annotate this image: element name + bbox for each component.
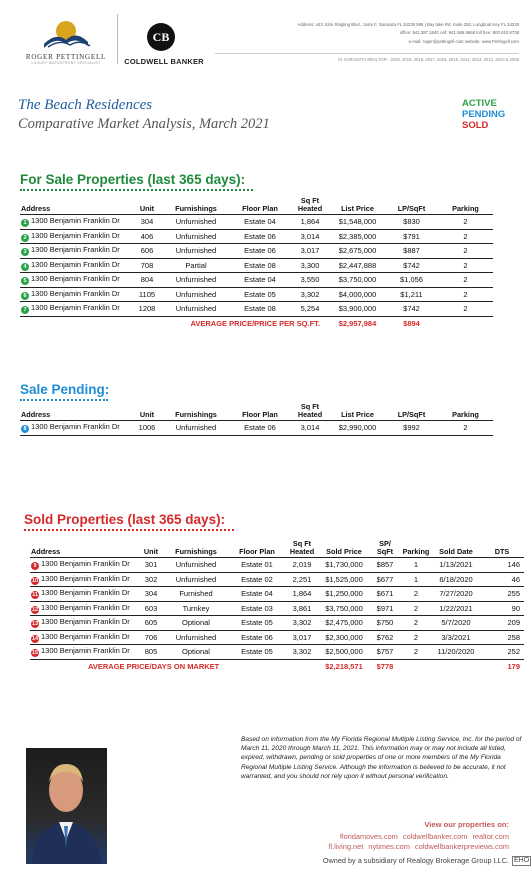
average-label: AVERAGE PRICE/PRICE PER SQ.FT. <box>190 319 320 328</box>
column-header: Parking <box>438 403 493 421</box>
property-title: The Beach Residences <box>18 97 153 113</box>
link-nytimes[interactable]: nytimes.com <box>368 842 410 851</box>
cell-unit: 805 <box>138 645 164 660</box>
listing-number-badge: 6 <box>21 292 29 300</box>
address-text: 1300 Benjamin Franklin Dr <box>31 245 120 255</box>
address-text: 1300 Benjamin Franklin Dr <box>31 216 120 226</box>
table-header-row <box>20 403 493 421</box>
cell-parking: 2 <box>400 601 432 616</box>
cell-address <box>30 645 138 660</box>
cell-ppsf: $887 <box>385 244 438 259</box>
cell-price: $1,730,000 <box>318 558 370 573</box>
cell-parking: 2 <box>438 258 493 273</box>
cell-plan: Estate 03 <box>228 601 286 616</box>
listing-number-badge: 5 <box>21 277 29 285</box>
property-links <box>241 832 509 852</box>
legend-sold: SOLD <box>462 120 489 131</box>
for-sale-underline <box>20 189 253 191</box>
cell-sqft: 3,550 <box>290 273 330 288</box>
column-header: LP/SqFt <box>385 197 438 215</box>
address-text: 1300 Benjamin Franklin Dr <box>41 559 130 569</box>
cell-ppsf: $762 <box>370 630 400 645</box>
cell-price: $3,900,000 <box>330 302 385 317</box>
cell-ppsf: $742 <box>385 302 438 317</box>
listing-number-badge: 3 <box>21 248 29 256</box>
table-row <box>20 215 493 230</box>
cell-ppsf: $757 <box>370 645 400 660</box>
listing-number-badge: 2 <box>21 234 29 242</box>
table-row <box>20 229 493 244</box>
cell-address <box>20 258 132 273</box>
cell-address <box>30 587 138 602</box>
header-contact <box>215 21 519 46</box>
cell-plan: Estate 06 <box>228 630 286 645</box>
column-header: Unit <box>138 540 164 558</box>
cell-plan: Estate 05 <box>228 645 286 660</box>
table-row <box>30 645 524 660</box>
average-ppsf: $894 <box>403 319 420 328</box>
cell-parking: 2 <box>438 215 493 230</box>
listing-number-badge: 7 <box>21 306 29 314</box>
column-header: Parking <box>400 540 432 558</box>
cell-plan: Estate 06 <box>230 421 290 436</box>
cell-plan: Estate 02 <box>228 572 286 587</box>
cell-dts: 46 <box>480 572 524 587</box>
listing-number-badge: 9 <box>31 562 39 570</box>
cell-price: $2,300,000 <box>318 630 370 645</box>
table-row <box>20 258 493 273</box>
cell-furnishings: Unfurnished <box>164 572 228 587</box>
cell-furnishings: Unfurnished <box>162 229 230 244</box>
cell-unit: 603 <box>138 601 164 616</box>
email-line: e-mail: roger@pettingell.com website: www.Pettingell.com <box>408 38 519 44</box>
address-text: 1300 Benjamin Franklin Dr <box>41 631 130 641</box>
cell-parking: 2 <box>438 273 493 288</box>
column-header: Sq Ft Heated <box>290 197 330 215</box>
cell-address <box>20 273 132 288</box>
cell-dts: 258 <box>480 630 524 645</box>
listing-number-badge: 11 <box>32 592 38 599</box>
column-header: LP/SqFt <box>385 403 438 421</box>
column-header: Address <box>30 540 138 558</box>
pending-underline <box>20 399 108 401</box>
listing-number-badge: 14 <box>31 635 39 642</box>
rp-tagline: LUXURY WATERFRONT SPECIALIST <box>31 61 101 65</box>
column-header: Sold Price <box>318 540 370 558</box>
report-title: Comparative Market Analysis, March 2021 <box>18 116 270 132</box>
cell-price: $2,475,000 <box>318 616 370 631</box>
cell-plan: Estate 05 <box>228 616 286 631</box>
cell-unit: 1208 <box>132 302 162 317</box>
cell-address <box>20 302 132 317</box>
cell-address <box>20 215 132 230</box>
cell-sqft: 3,302 <box>286 616 318 631</box>
link-fl-living[interactable]: fl.living.net <box>328 842 364 851</box>
cell-sqft: 3,014 <box>290 229 330 244</box>
view-properties-label: View our properties on: <box>424 820 509 829</box>
cell-parking: 1 <box>400 572 432 587</box>
cell-ppsf: $791 <box>385 229 438 244</box>
cell-plan: Estate 04 <box>230 273 290 288</box>
column-header: Furnishings <box>162 197 230 215</box>
cell-plan: Estate 08 <box>230 302 290 317</box>
table-row <box>30 572 524 587</box>
cell-dts: 209 <box>480 616 524 631</box>
cell-parking: 2 <box>400 630 432 645</box>
cell-ppsf: $750 <box>370 616 400 631</box>
cell-ppsf: $992 <box>385 421 438 436</box>
column-header: Address <box>20 403 132 421</box>
column-header: Sq Ft Heated <box>290 403 330 421</box>
status-legend <box>462 98 505 131</box>
column-header: Floor Plan <box>230 403 290 421</box>
column-header: Parking <box>438 197 493 215</box>
cell-parking: 2 <box>438 302 493 317</box>
address-text: 1300 Benjamin Franklin Dr <box>31 422 120 432</box>
listing-number-badge: 13 <box>31 621 39 628</box>
cell-plan: Estate 04 <box>228 587 286 602</box>
link-coldwellbanker[interactable]: coldwellbanker.com <box>402 832 468 841</box>
equal-housing-icon: EHO <box>514 857 530 864</box>
cell-unit: 606 <box>132 244 162 259</box>
cell-furnishings: Unfurnished <box>162 287 230 302</box>
sold-underline <box>24 529 234 531</box>
link-realtor[interactable]: realtor.com <box>472 832 509 841</box>
link-floridamoves[interactable]: floridamoves.com <box>339 832 398 841</box>
table-row <box>30 558 524 573</box>
average-ppsf: $778 <box>376 662 394 671</box>
average-label: AVERAGE PRICE/DAYS ON MARKET <box>88 662 220 671</box>
page-header <box>0 0 532 70</box>
cell-price: $1,525,000 <box>318 572 370 587</box>
listing-number-badge: 8 <box>21 425 29 433</box>
cell-furnishings: Optional <box>164 645 228 660</box>
address-text: 1300 Benjamin Franklin Dr <box>31 288 120 298</box>
cell-furnishings: Unfurnished <box>164 558 228 573</box>
cell-sqft: 3,017 <box>290 244 330 259</box>
cell-dts: 146 <box>480 558 524 573</box>
cell-unit: 304 <box>138 587 164 602</box>
cell-furnishings: Unfurnished <box>162 273 230 288</box>
cell-date: 1/13/2021 <box>432 558 480 573</box>
cell-price: $1,548,000 <box>330 215 385 230</box>
average-row <box>20 316 493 331</box>
phone-line: office: 941.387.1840 cell: 941.586.8668 toll free: 800.910.8738 <box>399 30 519 36</box>
cell-date: 6/18/2020 <box>432 572 480 587</box>
cell-price: $2,447,888 <box>330 258 385 273</box>
sold-heading: Sold Properties (last 365 days): <box>24 512 226 527</box>
cell-sqft: 5,254 <box>290 302 330 317</box>
cell-furnishings: Unfurnished <box>162 302 230 317</box>
cell-sqft: 3,300 <box>290 258 330 273</box>
cell-furnishings: Unfurnished <box>162 244 230 259</box>
cell-furnishings: Unfurnished <box>164 630 228 645</box>
column-header: Unit <box>132 197 162 215</box>
sold-table <box>30 540 524 674</box>
column-header: Address <box>20 197 132 215</box>
table-header-row <box>30 540 524 558</box>
table-row <box>30 630 524 645</box>
cell-ppsf: $1,211 <box>385 287 438 302</box>
cell-unit: 708 <box>132 258 162 273</box>
table-row <box>20 421 493 436</box>
address-text: 1300 Benjamin Franklin Dr <box>41 573 130 583</box>
cell-parking: 2 <box>438 421 493 436</box>
listing-number-badge: 1 <box>21 219 29 227</box>
legend-active: ACTIVE <box>462 98 497 109</box>
column-header: List Price <box>330 197 385 215</box>
cell-furnishings: Optional <box>164 616 228 631</box>
cell-address <box>20 244 132 259</box>
cell-price: $1,250,000 <box>318 587 370 602</box>
table-row <box>20 302 493 317</box>
cell-unit: 1105 <box>132 287 162 302</box>
rp-name: ROGER PETTINGELL <box>25 53 107 61</box>
cell-sqft: 3,017 <box>286 630 318 645</box>
cell-plan: Estate 01 <box>228 558 286 573</box>
cell-ppsf: $830 <box>385 215 438 230</box>
cell-date: 7/27/2020 <box>432 587 480 602</box>
column-header: Floor Plan <box>228 540 286 558</box>
cell-dts: 252 <box>480 645 524 660</box>
cell-ppsf: $671 <box>370 587 400 602</box>
cell-ppsf: $857 <box>370 558 400 573</box>
table-row <box>20 273 493 288</box>
cell-parking: 2 <box>400 587 432 602</box>
column-header: List Price <box>330 403 385 421</box>
roger-pettingell-logo <box>22 14 110 65</box>
address-text: 1300 Benjamin Franklin Dr <box>31 230 120 240</box>
cell-address <box>20 421 132 436</box>
cell-price: $4,000,000 <box>330 287 385 302</box>
for-sale-heading: For Sale Properties (last 365 days): <box>20 172 246 187</box>
cell-unit: 605 <box>138 616 164 631</box>
column-header: Sq Ft Heated <box>286 540 318 558</box>
average-price: $2,957,984 <box>338 319 377 328</box>
cell-plan: Estate 08 <box>230 258 290 273</box>
table-row <box>30 616 524 631</box>
table-header-row <box>20 197 493 215</box>
cell-sqft: 2,251 <box>286 572 318 587</box>
column-header: Floor Plan <box>230 197 290 215</box>
listing-number-badge: 12 <box>31 606 39 613</box>
column-header: Furnishings <box>164 540 228 558</box>
pending-heading: Sale Pending: <box>20 382 110 397</box>
cell-address <box>30 558 138 573</box>
cell-unit: 706 <box>138 630 164 645</box>
cell-plan: Estate 04 <box>230 215 290 230</box>
cell-price: $2,675,000 <box>330 244 385 259</box>
coldwell-banker-seal: CB <box>147 23 175 51</box>
column-header: SP/ SqFt <box>370 540 400 558</box>
cell-unit: 304 <box>132 215 162 230</box>
cell-sqft: 1,864 <box>290 215 330 230</box>
cell-unit: 301 <box>138 558 164 573</box>
column-header: DTS <box>480 540 524 558</box>
average-price: $2,218,571 <box>325 662 363 671</box>
cell-unit: 406 <box>132 229 162 244</box>
cell-sqft: 1,864 <box>286 587 318 602</box>
cell-unit: 1006 <box>132 421 162 436</box>
cell-plan: Estate 05 <box>230 287 290 302</box>
header-rule <box>215 53 519 54</box>
cell-price: $2,385,000 <box>330 229 385 244</box>
address-line: Address: 443 John Ringling Blvd., Suite F, Sarasota FL 34236 595 | Bay take Rd. Suite 250, Longboat Key FL 34228 <box>297 22 519 27</box>
column-header: Furnishings <box>162 403 230 421</box>
address-text: 1300 Benjamin Franklin Dr <box>41 646 130 656</box>
column-header: Unit <box>132 403 162 421</box>
cell-address <box>30 630 138 645</box>
mls-disclaimer: Based on information from the My Florida Regional Multiple Listing Service, Inc. for the period of March 11, 2020 through March 11, 2021. This information may or may not include all listed, expired, withdrawn, pending or sold properties of one or more members of the My Florida Regional Multiple Listing Service. Although the information is believed to be accurate, it not warranted, and you should not rely upon it without personal verification. <box>241 736 522 780</box>
cell-address <box>30 616 138 631</box>
coldwell-banker-name: COLDWELL BANKER <box>124 57 204 66</box>
cell-sqft: 2,019 <box>286 558 318 573</box>
legend-pending: PENDING <box>462 109 506 120</box>
cell-plan: Estate 06 <box>230 229 290 244</box>
listing-number-badge: 4 <box>21 263 29 271</box>
for-sale-table <box>20 197 493 331</box>
agent-photo <box>26 748 107 864</box>
average-row <box>30 659 524 674</box>
cell-ppsf: $677 <box>370 572 400 587</box>
cell-unit: 804 <box>132 273 162 288</box>
cell-furnishings: Turnkey <box>164 601 228 616</box>
cell-date: 1/22/2021 <box>432 601 480 616</box>
cell-dts: 90 <box>480 601 524 616</box>
link-coldwellbankerpreviews[interactable]: coldwellbankerpreviews.com <box>414 842 509 851</box>
cell-sqft: 3,302 <box>290 287 330 302</box>
cell-price: $2,990,000 <box>330 421 385 436</box>
address-text: 1300 Benjamin Franklin Dr <box>41 617 130 627</box>
cell-furnishings: Furnished <box>164 587 228 602</box>
cell-ppsf: $1,056 <box>385 273 438 288</box>
table-row <box>30 601 524 616</box>
table-row <box>20 287 493 302</box>
cell-ppsf: $742 <box>385 258 438 273</box>
cell-address <box>30 601 138 616</box>
address-text: 1300 Benjamin Franklin Dr <box>41 588 130 598</box>
cell-address <box>20 287 132 302</box>
address-text: 1300 Benjamin Franklin Dr <box>31 259 120 269</box>
cell-address <box>20 229 132 244</box>
table-row <box>20 244 493 259</box>
cell-parking: 1 <box>400 558 432 573</box>
average-dts: 179 <box>507 662 520 671</box>
cell-furnishings: Partial <box>162 258 230 273</box>
table-row <box>30 587 524 602</box>
address-text: 1300 Benjamin Franklin Dr <box>31 274 120 284</box>
listing-number-badge: 10 <box>31 577 39 584</box>
cell-sqft: 3,861 <box>286 601 318 616</box>
address-text: 1300 Benjamin Franklin Dr <box>31 303 120 313</box>
cell-price: $2,500,000 <box>318 645 370 660</box>
awards-line: #1 SARASOTA REALTOR - 2020, 2019, 2018, 2017, 2016, 2015, 2014, 2013, 2012, 2010 & 2008 <box>338 57 519 62</box>
cell-parking: 2 <box>438 287 493 302</box>
cell-parking: 2 <box>438 229 493 244</box>
cell-dts: 255 <box>480 587 524 602</box>
cell-date: 11/20/2020 <box>432 645 480 660</box>
cell-sqft: 3,302 <box>286 645 318 660</box>
column-header: Sold Date <box>432 540 480 558</box>
cell-parking: 2 <box>438 244 493 259</box>
cell-sqft: 3,014 <box>290 421 330 436</box>
cell-address <box>30 572 138 587</box>
cell-furnishings: Unfurnished <box>162 421 230 436</box>
listing-number-badge: 15 <box>31 650 39 657</box>
cell-unit: 302 <box>138 572 164 587</box>
address-text: 1300 Benjamin Franklin Dr <box>41 602 130 612</box>
cell-price: $3,750,000 <box>318 601 370 616</box>
cell-date: 5/7/2020 <box>432 616 480 631</box>
pending-table <box>20 403 493 436</box>
cell-parking: 2 <box>400 616 432 631</box>
header-divider <box>117 14 118 64</box>
cell-ppsf: $971 <box>370 601 400 616</box>
cell-price: $3,750,000 <box>330 273 385 288</box>
cell-date: 3/3/2021 <box>432 630 480 645</box>
cell-parking: 2 <box>400 645 432 660</box>
owned-by-notice: Owned by a subsidiary of Realogy Brokerage Group LLC. <box>322 856 509 865</box>
cell-furnishings: Unfurnished <box>162 215 230 230</box>
cell-plan: Estate 06 <box>230 244 290 259</box>
